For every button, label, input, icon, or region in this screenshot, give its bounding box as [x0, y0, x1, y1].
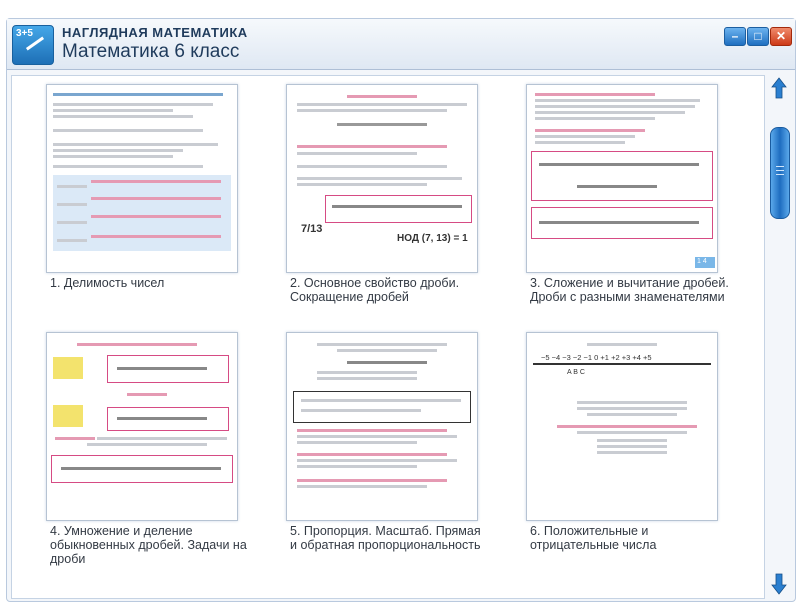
logo-text: 3+5	[16, 28, 33, 39]
maximize-button[interactable]: □	[747, 27, 769, 46]
topic-thumbnail[interactable]	[46, 332, 238, 521]
point-labels: A B C	[567, 369, 585, 376]
topic-thumbnail[interactable]	[286, 332, 478, 521]
topic-thumbnail[interactable]	[46, 84, 238, 273]
topic-caption[interactable]: 6. Положительные и отрицательные числа	[530, 524, 657, 552]
scroll-up-icon[interactable]	[771, 77, 787, 99]
minimize-button[interactable]: –	[724, 27, 746, 46]
topic-caption[interactable]: 3. Сложение и вычитание дробей. Дроби с разными знаменателями	[530, 276, 729, 304]
app-logo	[12, 25, 54, 65]
topics-grid	[11, 75, 765, 599]
scroll-thumb[interactable]	[770, 127, 790, 219]
app-window	[6, 18, 796, 602]
number-line-labels: −5 −4 −3 −2 −1 0 +1 +2 +3 +4 +5	[541, 353, 652, 362]
page-badge: 1 4	[697, 258, 707, 265]
close-button[interactable]: ✕	[770, 27, 792, 46]
topic-caption[interactable]: 2. Основное свойство дроби. Сокращение дробей	[290, 276, 460, 304]
vertical-scrollbar[interactable]	[769, 77, 789, 595]
page-title: Математика 6 класс	[62, 41, 240, 62]
fraction-label: 7/13	[301, 223, 323, 235]
topic-thumbnail[interactable]	[526, 332, 718, 521]
topic-thumbnail[interactable]	[526, 84, 718, 273]
topic-thumbnail[interactable]	[286, 84, 478, 273]
topic-caption[interactable]: 4. Умножение и деление обыкновенных дробей. Задачи на дроби	[50, 524, 247, 566]
scroll-down-icon[interactable]	[771, 573, 787, 595]
topic-caption[interactable]: 5. Пропорция. Масштаб. Прямая и обратная пропорциональность	[290, 524, 481, 552]
gcd-formula: НОД (7, 13) = 1	[397, 233, 468, 244]
topic-caption[interactable]: 1. Делимость чисел	[50, 276, 165, 290]
brand-title: НАГЛЯДНАЯ МАТЕМАТИКА	[62, 25, 248, 40]
app-header	[7, 19, 795, 70]
